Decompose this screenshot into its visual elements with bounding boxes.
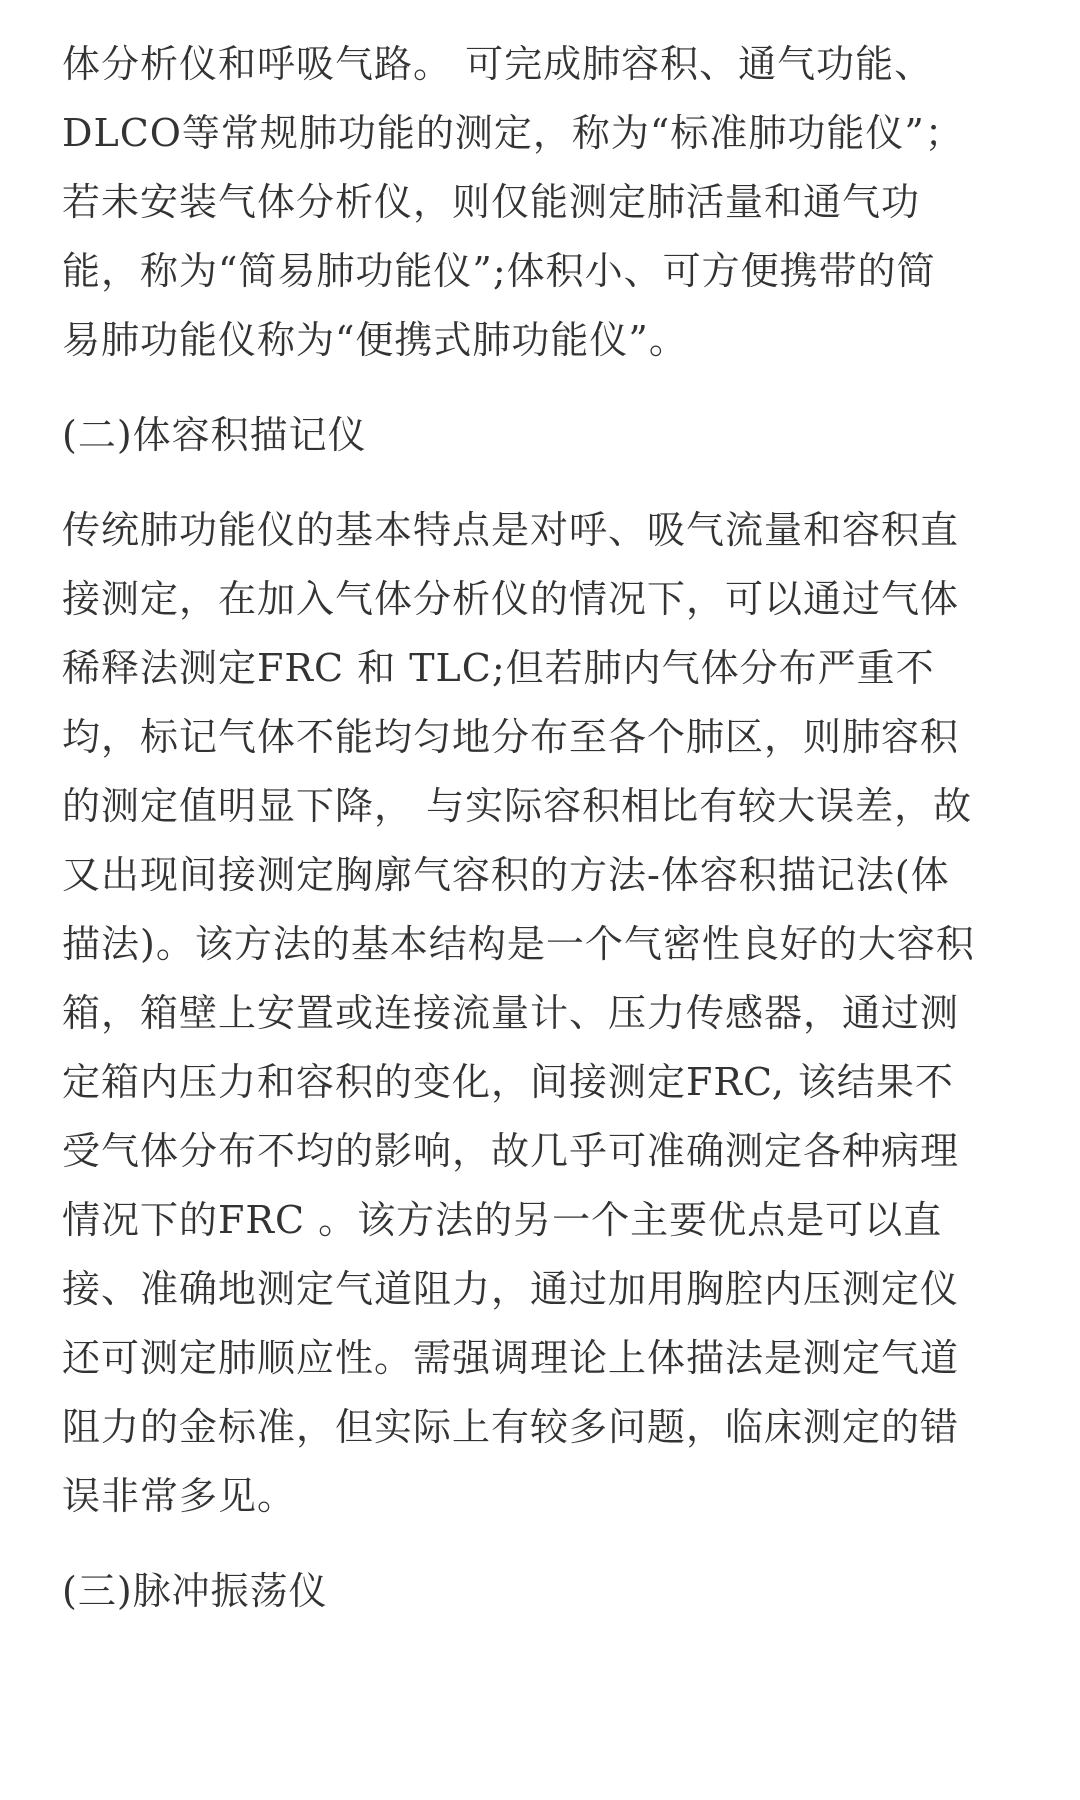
section-heading-body-plethysmograph: (二)体容积描记仪 — [62, 413, 367, 457]
text-line: 情况下的FRC 。该方法的另一个主要优点是可以直 — [62, 1198, 943, 1242]
text-line: 的测定值明显下降， 与实际容积相比有较大误差，故 — [62, 784, 973, 828]
section-heading-impulse-oscillometry: (三)脉冲振荡仪 — [62, 1569, 328, 1613]
text-line: 还可测定肺顺应性。需强调理论上体描法是测定气道 — [62, 1336, 960, 1380]
text-line: 阻力的金标准，但实际上有较多问题，临床测定的错 — [62, 1405, 960, 1449]
text-line: 稀释法测定FRC 和 TLC;但若肺内气体分布严重不 — [62, 646, 935, 690]
text-line: DLCO等常规肺功能的测定，称为“标准肺功能仪”； — [62, 111, 964, 155]
paragraph-spacer — [62, 1531, 1028, 1557]
text-line: 箱，箱壁上安置或连接流量计、压力传感器，通过测 — [62, 991, 960, 1035]
paragraph-plethysmography — [62, 496, 1028, 1531]
text-line: 传统肺功能仪的基本特点是对呼、吸气流量和容积直 — [62, 508, 960, 552]
text-line: 均，标记气体不能均匀地分布至各个肺区，则肺容积 — [62, 715, 960, 759]
text-line: 受气体分布不均的影响，故几乎可准确测定各种病理 — [62, 1129, 960, 1173]
text-line: 定箱内压力和容积的变化，间接测定FRC, 该结果不 — [62, 1060, 954, 1104]
text-line: 体分析仪和呼吸气路。 可完成肺容积、通气功能、 — [62, 42, 934, 86]
paragraph-analyzer-types — [62, 30, 1028, 375]
text-line: 能，称为“简易肺功能仪”;体积小、可方便携带的简 — [62, 249, 936, 293]
text-line: 描法)。该方法的基本结构是一个气密性良好的大容积 — [62, 922, 975, 966]
text-line: 易肺功能仪称为“便携式肺功能仪”。 — [62, 318, 688, 362]
paragraph-spacer — [62, 375, 1028, 401]
document-page — [62, 30, 1028, 1626]
text-line: 若未安装气体分析仪，则仅能测定肺活量和通气功 — [62, 180, 921, 224]
text-line: 接、准确地测定气道阻力，通过加用胸腔内压测定仪 — [62, 1267, 960, 1311]
text-line: 接测定，在加入气体分析仪的情况下，可以通过气体 — [62, 577, 960, 621]
text-line: 误非常多见。 — [62, 1474, 297, 1518]
paragraph-spacer — [62, 470, 1028, 496]
text-line: 又出现间接测定胸廓气容积的方法-体容积描记法(体 — [62, 853, 950, 897]
